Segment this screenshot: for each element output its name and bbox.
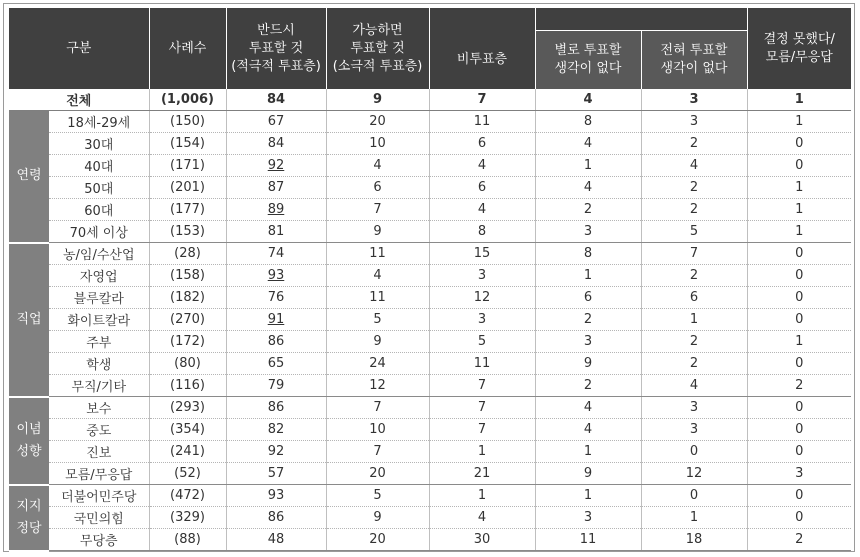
row-value: 5: [326, 309, 429, 331]
highlighted-value: 89: [267, 202, 285, 217]
row-cases: (241): [149, 441, 226, 463]
row-label: 농/임/수산업: [49, 243, 149, 265]
row-value: 7: [429, 419, 535, 441]
row-label: 주부: [49, 331, 149, 353]
row-value: 2: [747, 529, 851, 551]
row-value: 9: [326, 221, 429, 243]
row-cases: (150): [149, 111, 226, 133]
header-category: 구분: [9, 8, 149, 89]
row-cases: (171): [149, 155, 226, 177]
header-cases: 사례수: [149, 8, 226, 89]
row-value: 11: [326, 287, 429, 309]
total-value: 1: [747, 89, 851, 111]
total-value: 84: [226, 89, 326, 111]
row-value: 0: [747, 287, 851, 309]
row-value: 8: [535, 111, 641, 133]
row-value: 48: [226, 529, 326, 551]
row-value: 1: [641, 309, 747, 331]
row-value: 84: [226, 133, 326, 155]
row-value: 1: [641, 507, 747, 529]
row-value: 1: [747, 221, 851, 243]
row-cases: (158): [149, 265, 226, 287]
row-value: 2: [535, 375, 641, 397]
row-value: 12: [326, 375, 429, 397]
row-value: 0: [747, 133, 851, 155]
table-row: [9, 397, 851, 419]
row-value: 4: [429, 199, 535, 221]
row-value: 4: [535, 419, 641, 441]
row-value: 4: [326, 265, 429, 287]
table-row: [9, 221, 851, 243]
row-value: 8: [535, 243, 641, 265]
row-label: 화이트칼라: [49, 309, 149, 331]
row-value: 76: [226, 287, 326, 309]
row-value: 65: [226, 353, 326, 375]
row-value: 9: [535, 353, 641, 375]
group-label-line: 이념: [16, 421, 42, 437]
group-label-line: 연령: [16, 168, 42, 184]
row-cases: (329): [149, 507, 226, 529]
row-value: 1: [429, 485, 535, 507]
row-label: 중도: [49, 419, 149, 441]
survey-table: [9, 8, 851, 552]
group-label-line: 지지: [16, 498, 42, 514]
row-value: 1: [429, 441, 535, 463]
row-value: 20: [326, 529, 429, 551]
row-value: 86: [226, 331, 326, 353]
row-value: 1: [535, 265, 641, 287]
row-value: 5: [326, 485, 429, 507]
row-value: 1: [535, 485, 641, 507]
row-label: 18세-29세: [49, 111, 149, 133]
row-cases: (177): [149, 199, 226, 221]
table-frame: [3, 3, 855, 552]
highlighted-value: 93: [267, 268, 285, 283]
row-value: [226, 199, 326, 221]
row-value: 2: [641, 133, 747, 155]
row-value: 7: [326, 397, 429, 419]
row-value: 15: [429, 243, 535, 265]
table-row: [9, 265, 851, 287]
row-value: 0: [747, 419, 851, 441]
row-value: 1: [747, 111, 851, 133]
row-value: 0: [747, 155, 851, 177]
row-value: 74: [226, 243, 326, 265]
row-value: 0: [747, 507, 851, 529]
row-value: 0: [747, 265, 851, 287]
table-body: [9, 89, 851, 551]
total-value: 3: [641, 89, 747, 111]
row-value: 2: [641, 331, 747, 353]
row-value: 4: [641, 375, 747, 397]
row-value: 6: [641, 287, 747, 309]
row-cases: (293): [149, 397, 226, 419]
row-value: 0: [747, 441, 851, 463]
row-value: 0: [747, 485, 851, 507]
row-value: 1: [747, 199, 851, 221]
row-value: 4: [535, 397, 641, 419]
row-cases: (172): [149, 331, 226, 353]
row-value: 82: [226, 419, 326, 441]
row-value: 10: [326, 419, 429, 441]
row-value: 2: [641, 177, 747, 199]
row-value: 5: [641, 221, 747, 243]
group-label: [9, 485, 49, 551]
table-row: [9, 441, 851, 463]
table-row: [9, 243, 851, 265]
row-label: 70세 이상: [49, 221, 149, 243]
header-nonvoter-top: [429, 8, 535, 31]
row-value: 2: [535, 199, 641, 221]
group-label: [9, 243, 49, 397]
row-value: 7: [429, 375, 535, 397]
row-value: 4: [429, 507, 535, 529]
table-row: [9, 287, 851, 309]
row-value: 93: [226, 485, 326, 507]
row-value: 2: [535, 309, 641, 331]
row-cases: (80): [149, 353, 226, 375]
highlighted-value: 91: [267, 312, 285, 327]
row-value: 3: [535, 221, 641, 243]
row-value: 4: [535, 133, 641, 155]
row-value: 0: [747, 243, 851, 265]
row-value: 7: [641, 243, 747, 265]
row-value: 6: [429, 133, 535, 155]
row-cases: (270): [149, 309, 226, 331]
row-value: 3: [535, 331, 641, 353]
row-label: 자영업: [49, 265, 149, 287]
row-value: [226, 265, 326, 287]
row-value: 2: [641, 265, 747, 287]
row-value: 20: [326, 111, 429, 133]
row-label: 진보: [49, 441, 149, 463]
row-value: 20: [326, 463, 429, 485]
row-value: 4: [535, 177, 641, 199]
row-value: 5: [429, 331, 535, 353]
row-label: 40대: [49, 155, 149, 177]
table-row: [9, 485, 851, 507]
row-value: 1: [535, 155, 641, 177]
row-value: 92: [226, 441, 326, 463]
row-value: 3: [429, 265, 535, 287]
row-value: 12: [641, 463, 747, 485]
row-value: [226, 309, 326, 331]
row-value: 9: [535, 463, 641, 485]
row-value: 87: [226, 177, 326, 199]
row-value: 79: [226, 375, 326, 397]
table-row: [9, 529, 851, 551]
row-value: 1: [535, 441, 641, 463]
table-header: [9, 8, 851, 89]
table-row: [9, 177, 851, 199]
row-value: 3: [641, 397, 747, 419]
total-cases: (1,006): [149, 89, 226, 111]
row-value: 0: [747, 353, 851, 375]
row-value: 1: [747, 331, 851, 353]
header-undecided: 결정 못했다/ 모름/무응답: [747, 8, 851, 89]
row-label: 더불어민주당: [49, 485, 149, 507]
row-value: 81: [226, 221, 326, 243]
total-value: 9: [326, 89, 429, 111]
row-value: 3: [747, 463, 851, 485]
row-value: 0: [641, 485, 747, 507]
row-value: 11: [429, 353, 535, 375]
table-row: [9, 331, 851, 353]
header-definitely: 반드시 투표할 것 (적극적 투표층): [226, 8, 326, 89]
row-value: 86: [226, 507, 326, 529]
row-cases: (154): [149, 133, 226, 155]
header-not-much: 별로 투표할 생각이 없다: [535, 31, 641, 89]
row-label: 무당층: [49, 529, 149, 551]
row-value: 3: [641, 111, 747, 133]
highlighted-value: 92: [267, 158, 285, 173]
total-value: 4: [535, 89, 641, 111]
group-label-line: 성향: [16, 443, 42, 459]
total-row: [9, 89, 851, 111]
row-value: 6: [535, 287, 641, 309]
row-value: 0: [747, 397, 851, 419]
row-value: 9: [326, 507, 429, 529]
table-row: [9, 155, 851, 177]
row-cases: (52): [149, 463, 226, 485]
row-label: 30대: [49, 133, 149, 155]
group-label-line: 직업: [16, 311, 42, 327]
row-cases: (153): [149, 221, 226, 243]
table-row: [9, 419, 851, 441]
row-value: 24: [326, 353, 429, 375]
table-row: [9, 463, 851, 485]
row-cases: (182): [149, 287, 226, 309]
row-label: 학생: [49, 353, 149, 375]
row-value: 6: [326, 177, 429, 199]
row-value: 30: [429, 529, 535, 551]
row-label: 60대: [49, 199, 149, 221]
table-row: [9, 309, 851, 331]
row-value: 86: [226, 397, 326, 419]
row-value: 9: [326, 331, 429, 353]
table-row: [9, 111, 851, 133]
row-label: 모름/무응답: [49, 463, 149, 485]
row-cases: (201): [149, 177, 226, 199]
total-value: 7: [429, 89, 535, 111]
row-value: 7: [326, 441, 429, 463]
row-value: 11: [326, 243, 429, 265]
header-nonvoter: 비투표층: [429, 31, 535, 89]
row-value: 8: [429, 221, 535, 243]
row-value: 3: [535, 507, 641, 529]
row-value: 1: [747, 177, 851, 199]
group-label: [9, 397, 49, 485]
row-value: 0: [747, 309, 851, 331]
row-value: 11: [429, 111, 535, 133]
header-possibly: 가능하면 투표할 것 (소극적 투표층): [326, 8, 429, 89]
header-nonvoter-span: [535, 8, 747, 31]
row-cases: (28): [149, 243, 226, 265]
row-value: 4: [641, 155, 747, 177]
row-value: 12: [429, 287, 535, 309]
row-cases: (116): [149, 375, 226, 397]
table-row: [9, 353, 851, 375]
row-value: 18: [641, 529, 747, 551]
row-cases: (354): [149, 419, 226, 441]
row-value: 6: [429, 177, 535, 199]
total-label: 전체: [9, 89, 149, 111]
group-label: [9, 111, 49, 243]
row-cases: (88): [149, 529, 226, 551]
table-row: [9, 199, 851, 221]
row-value: 2: [641, 199, 747, 221]
row-value: 2: [747, 375, 851, 397]
table-row: [9, 375, 851, 397]
row-value: 4: [429, 155, 535, 177]
row-value: 11: [535, 529, 641, 551]
row-value: 4: [326, 155, 429, 177]
row-value: 3: [641, 419, 747, 441]
row-value: 10: [326, 133, 429, 155]
row-value: 3: [429, 309, 535, 331]
row-label: 국민의힘: [49, 507, 149, 529]
table-row: [9, 133, 851, 155]
row-label: 보수: [49, 397, 149, 419]
row-value: 21: [429, 463, 535, 485]
row-value: 7: [326, 199, 429, 221]
row-value: 67: [226, 111, 326, 133]
row-value: 2: [641, 353, 747, 375]
header-not-at-all: 전혀 투표할 생각이 없다: [641, 31, 747, 89]
table-row: [9, 507, 851, 529]
group-label-line: 정당: [16, 520, 42, 536]
row-value: 57: [226, 463, 326, 485]
row-value: 0: [641, 441, 747, 463]
row-label: 50대: [49, 177, 149, 199]
row-cases: (472): [149, 485, 226, 507]
row-label: 블루칼라: [49, 287, 149, 309]
row-label: 무직/기타: [49, 375, 149, 397]
row-value: [226, 155, 326, 177]
row-value: 7: [429, 397, 535, 419]
